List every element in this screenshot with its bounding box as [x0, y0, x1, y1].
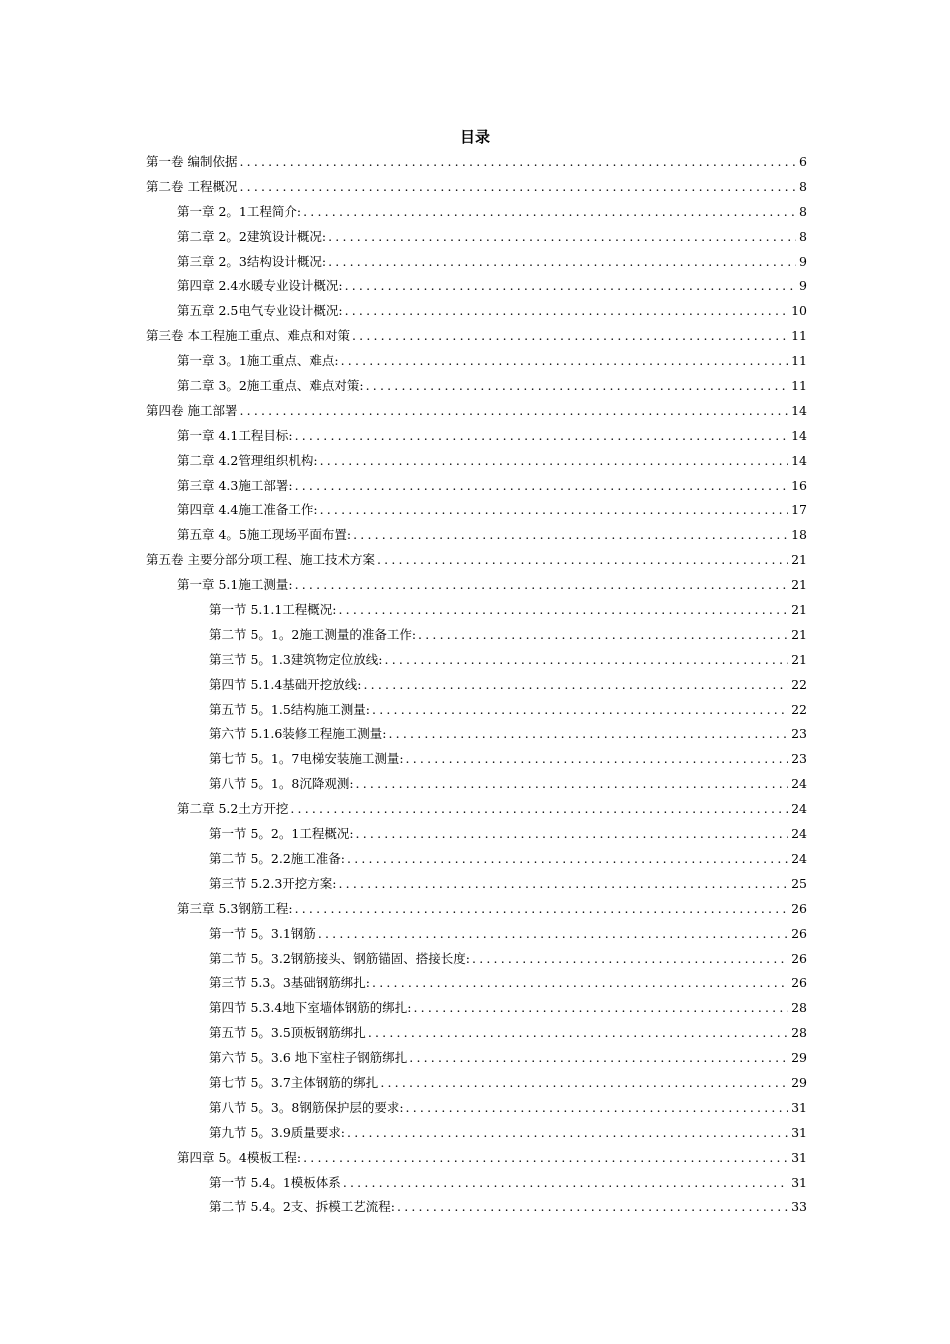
toc-entry[interactable]	[146, 225, 807, 250]
toc-dot-leader	[372, 698, 788, 723]
toc-entry-label: 第一章 4.1工程目标:	[177, 427, 293, 443]
toc-page-number: 21	[791, 626, 807, 642]
toc-entry-label: 第二节 5。2.2施工准备:	[209, 850, 346, 866]
toc-entry-label: 第四章 4.4施工准备工作:	[177, 502, 318, 518]
toc-entry-label: 第四节 5.3.4地下室墙体钢筋的绑扎:	[209, 1000, 412, 1016]
toc-page-number: 8	[799, 203, 807, 219]
toc-dot-leader	[320, 449, 789, 474]
toc-entry[interactable]	[146, 1096, 807, 1121]
toc-page-number: 25	[791, 875, 807, 891]
toc-entry[interactable]	[146, 523, 807, 548]
toc-entry-label: 第九节 5。3.9质量要求:	[209, 1124, 346, 1140]
toc-page-number: 29	[791, 1074, 807, 1090]
toc-page-number: 26	[791, 900, 807, 916]
toc-entry[interactable]	[146, 772, 807, 797]
toc-entry-label: 第一节 5.1.1工程概况:	[209, 602, 337, 618]
toc-dot-leader	[318, 922, 788, 947]
toc-entry-label: 第四章 5。4模板工程:	[177, 1149, 302, 1165]
toc-entry-label: 第七节 5。3.7主体钢筋的绑扎	[209, 1074, 379, 1090]
toc-entry[interactable]	[146, 424, 807, 449]
toc-dot-leader	[328, 225, 796, 250]
toc-entry[interactable]	[146, 673, 807, 698]
toc-entry[interactable]	[146, 449, 807, 474]
toc-dot-leader	[239, 175, 796, 200]
toc-dot-leader	[303, 1146, 788, 1171]
toc-dot-leader	[372, 971, 788, 996]
toc-entry-label: 第五章 4。5施工现场平面布置:	[177, 527, 352, 543]
toc-entry[interactable]	[146, 698, 807, 723]
toc-entry-label: 第二章 2。2建筑设计概况:	[177, 228, 327, 244]
toc-page-number: 11	[791, 328, 807, 344]
toc-entry-label: 第四节 5.1.4基础开挖放线:	[209, 676, 362, 692]
toc-entry[interactable]	[146, 1146, 807, 1171]
toc-page-number: 28	[791, 1025, 807, 1041]
toc-page-number: 26	[791, 975, 807, 991]
toc-page-number: 8	[799, 178, 807, 194]
toc-entry[interactable]	[146, 474, 807, 499]
toc-dot-leader	[345, 299, 789, 324]
toc-entry-label: 第二节 5。1。2施工测量的准备工作:	[209, 626, 417, 642]
toc-dot-leader	[414, 996, 789, 1021]
toc-page-number: 31	[791, 1099, 807, 1115]
toc-page-number: 31	[791, 1174, 807, 1190]
toc-page-number: 10	[791, 303, 807, 319]
toc-entry-label: 第四章 2.4水暖专业设计概况:	[177, 278, 343, 294]
toc-entry[interactable]	[146, 847, 807, 872]
toc-entry-label: 第三卷 本工程施工重点、难点和对策	[146, 328, 350, 344]
toc-page-number: 24	[791, 776, 807, 792]
toc-entry[interactable]	[146, 897, 807, 922]
toc-entry-label: 第一节 5。3.1钢筋	[209, 925, 316, 941]
toc-entry-label: 第三节 5.3。3基础钢筋绑扎:	[209, 975, 371, 991]
toc-entry-label: 第八节 5。3。8钢筋保护层的要求:	[209, 1099, 404, 1115]
toc-page-number: 21	[791, 577, 807, 593]
toc-page-number: 24	[791, 850, 807, 866]
toc-entry[interactable]	[146, 1046, 807, 1071]
toc-dot-leader	[328, 250, 796, 275]
toc-entry-label: 第一节 5.4。1模板体系	[209, 1174, 341, 1190]
toc-entry-label: 第六节 5。3.6 地下室柱子钢筋绑扎	[209, 1050, 408, 1066]
toc-page-number: 11	[791, 353, 807, 369]
toc-page-number: 14	[791, 452, 807, 468]
toc-entry[interactable]	[146, 1021, 807, 1046]
toc-page-number: 26	[791, 925, 807, 941]
toc-entry[interactable]	[146, 250, 807, 275]
toc-dot-leader	[341, 349, 789, 374]
toc-page-number: 14	[791, 427, 807, 443]
toc-dot-leader	[303, 200, 796, 225]
toc-dot-leader	[356, 772, 789, 797]
toc-page-number: 18	[791, 527, 807, 543]
toc-entry[interactable]	[146, 747, 807, 772]
toc-entry-label: 第一节 5。2。1工程概况:	[209, 826, 354, 842]
toc-entry[interactable]	[146, 349, 807, 374]
toc-page-number: 14	[791, 402, 807, 418]
toc-dot-leader	[406, 1096, 789, 1121]
toc-entry[interactable]	[146, 374, 807, 399]
toc-entry-label: 第六节 5.1.6装修工程施工测量:	[209, 726, 387, 742]
toc-dot-leader	[377, 548, 788, 573]
toc-entry[interactable]	[146, 324, 807, 349]
toc-entry[interactable]	[146, 399, 807, 424]
toc-entry[interactable]	[146, 722, 807, 747]
toc-page-number: 21	[791, 651, 807, 667]
toc-dot-leader	[356, 822, 789, 847]
toc-dot-leader	[345, 274, 796, 299]
toc-dot-leader	[409, 1046, 788, 1071]
toc-entry-label: 第二章 4.2管理组织机构:	[177, 452, 318, 468]
toc-entry-label: 第三章 2。3结构设计概况:	[177, 253, 327, 269]
toc-dot-leader	[347, 847, 788, 872]
toc-entry[interactable]	[146, 623, 807, 648]
toc-entry[interactable]	[146, 150, 807, 175]
toc-dot-leader	[339, 872, 789, 897]
toc-entry-label: 第四卷 施工部署	[146, 402, 238, 418]
toc-page-number: 26	[791, 950, 807, 966]
toc-entry-label: 第一章 5.1施工测量:	[177, 577, 293, 593]
toc-list	[146, 150, 807, 1220]
toc-entry-label: 第五卷 主要分部分项工程、施工技术方案	[146, 552, 375, 568]
toc-entry-label: 第一卷 编制依据	[146, 154, 238, 169]
toc-entry-label: 第一章 2。1工程简介:	[177, 203, 302, 219]
toc-entry[interactable]	[146, 498, 807, 523]
toc-dot-leader	[385, 648, 789, 673]
toc-entry[interactable]	[146, 971, 807, 996]
toc-entry-label: 第五节 5。3.5顶板钢筋绑扎	[209, 1025, 366, 1041]
toc-dot-leader	[320, 498, 789, 523]
toc-dot-leader	[389, 722, 789, 747]
toc-dot-leader	[339, 598, 789, 623]
toc-dot-leader	[295, 897, 789, 922]
toc-dot-leader	[368, 1021, 788, 1046]
toc-entry[interactable]	[146, 947, 807, 972]
toc-entry-label: 第三章 5.3钢筋工程:	[177, 900, 293, 916]
toc-page-number: 31	[791, 1124, 807, 1140]
toc-page-number: 21	[791, 602, 807, 618]
toc-entry-label: 第三章 4.3施工部署:	[177, 477, 293, 493]
toc-entry-label: 第二节 5.4。2支、拆模工艺流程:	[209, 1199, 396, 1215]
toc-page-number: 24	[791, 826, 807, 842]
toc-page-number: 29	[791, 1050, 807, 1066]
toc-page-number: 21	[791, 552, 807, 568]
toc-entry[interactable]	[146, 1071, 807, 1096]
toc-entry[interactable]	[146, 200, 807, 225]
toc-dot-leader	[418, 623, 788, 648]
toc-entry[interactable]	[146, 548, 807, 573]
toc-dot-leader	[347, 1121, 788, 1146]
toc-page-number: 16	[791, 477, 807, 493]
toc-page-number: 22	[791, 676, 807, 692]
toc-dot-leader	[364, 673, 789, 698]
toc-entry[interactable]	[146, 274, 807, 299]
toc-title: 目录	[459, 128, 490, 146]
toc-entry[interactable]	[146, 822, 807, 847]
toc-entry-label: 第七节 5。1。7电梯安装施工测量:	[209, 751, 404, 767]
toc-page-number: 31	[791, 1149, 807, 1165]
toc-entry-label: 第五章 2.5电气专业设计概况:	[177, 303, 343, 319]
toc-entry[interactable]	[146, 922, 807, 947]
toc-dot-leader	[239, 150, 796, 175]
toc-page-number: 8	[799, 228, 807, 244]
toc-dot-leader	[295, 573, 789, 598]
toc-entry-label: 第五节 5。1.5结构施工测量:	[209, 701, 371, 717]
toc-dot-leader	[239, 399, 788, 424]
toc-page-number: 23	[791, 726, 807, 742]
toc-dot-leader	[366, 374, 789, 399]
toc-page-number: 24	[791, 801, 807, 817]
toc-page-number: 6	[799, 154, 807, 169]
toc-page-number: 9	[799, 253, 807, 269]
toc-entry[interactable]	[146, 573, 807, 598]
toc-entry[interactable]	[146, 1121, 807, 1146]
toc-dot-leader	[472, 947, 788, 972]
toc-page-number: 23	[791, 751, 807, 767]
toc-dot-leader	[295, 424, 789, 449]
toc-entry-label: 第八节 5。1。8沉降观测:	[209, 776, 354, 792]
toc-entry[interactable]	[146, 996, 807, 1021]
toc-dot-leader	[406, 747, 789, 772]
toc-dot-leader	[295, 474, 789, 499]
toc-entry[interactable]	[146, 797, 807, 822]
toc-dot-leader	[290, 797, 788, 822]
toc-entry[interactable]	[146, 299, 807, 324]
toc-page-number: 33	[791, 1199, 807, 1215]
toc-entry[interactable]	[146, 1195, 807, 1220]
toc-page-number: 17	[791, 502, 807, 518]
toc-entry[interactable]	[146, 648, 807, 673]
toc-entry[interactable]	[146, 175, 807, 200]
toc-entry-label: 第二章 5.2土方开挖	[177, 801, 289, 817]
toc-entry[interactable]	[146, 1171, 807, 1196]
toc-dot-leader	[380, 1071, 788, 1096]
toc-entry-label: 第二卷 工程概况	[146, 178, 238, 194]
toc-entry[interactable]	[146, 598, 807, 623]
toc-page-number: 28	[791, 1000, 807, 1016]
toc-entry-label: 第二节 5。3.2钢筋接头、钢筋锚固、搭接长度:	[209, 950, 471, 966]
toc-entry-label: 第三节 5。1.3建筑物定位放线:	[209, 651, 383, 667]
toc-page-number: 11	[791, 378, 807, 394]
toc-dot-leader	[353, 523, 788, 548]
toc-page-number: 22	[791, 701, 807, 717]
toc-entry-label: 第三节 5.2.3开挖方案:	[209, 875, 337, 891]
toc-page-number: 9	[799, 278, 807, 294]
toc-entry[interactable]	[146, 872, 807, 897]
toc-dot-leader	[343, 1171, 788, 1196]
toc-entry-label: 第一章 3。1施工重点、难点:	[177, 353, 339, 369]
toc-dot-leader	[352, 324, 788, 349]
toc-entry-label: 第二章 3。2施工重点、难点对策:	[177, 378, 364, 394]
toc-dot-leader	[397, 1195, 788, 1220]
